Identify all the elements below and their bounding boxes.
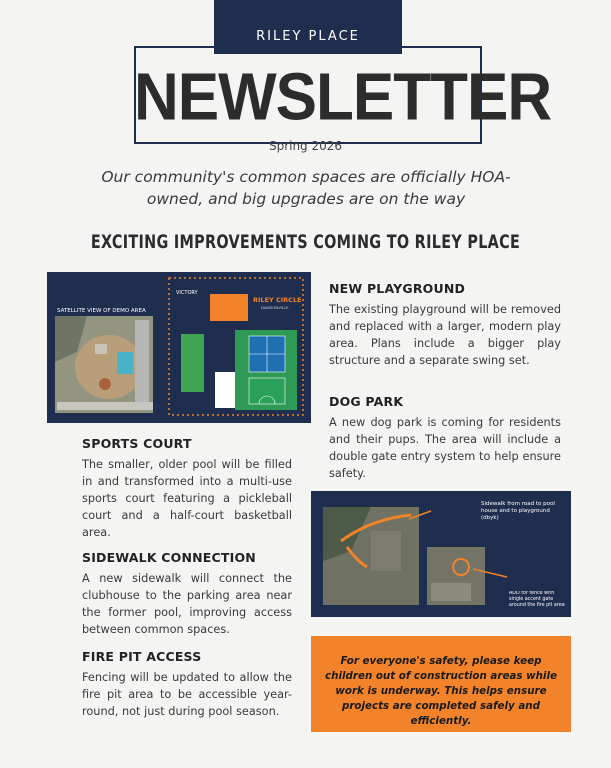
demo-area-map: [47, 272, 311, 423]
map1-town: DAWSONVILLE: [261, 305, 289, 310]
section-heading: EXCITING IMPROVEMENTS COMING TO RILEY PLACE: [90, 230, 521, 253]
playground-text: The existing playground will be removed and replaced with a larger, modern play area. Plans include a bigger play structure and a separate swing set.: [329, 303, 561, 367]
dog-park-text: A new dog park is coming for residents and their pups. The area will include a double gate entry system to help ensure safety.: [329, 416, 561, 480]
community-name: RILEY PLACE: [256, 29, 360, 44]
sports-court-section: [82, 436, 292, 541]
sidewalk-section: [82, 550, 292, 638]
safety-notice-text: For everyone's safety, please keep children out of construction areas while work is underway. This helps ensure projects are completed safely and efficiently.: [325, 655, 557, 727]
map1-place: RILEY CIRCLE: [253, 296, 302, 304]
map1-logo: VICTORY: [176, 290, 198, 296]
safety-notice: [311, 636, 571, 732]
newsletter-title: NEWSLETTER: [134, 60, 552, 135]
sidewalk-firepit-map-graphic: [311, 491, 571, 617]
dog-park-heading: DOG PARK: [329, 394, 404, 409]
aerial-photo-left: [323, 507, 419, 605]
fire-pit-section: [82, 649, 292, 720]
fire-pit-text: Fencing will be updated to allow the fire pit area to be accessible year-round, not just during pool season.: [82, 671, 292, 718]
sidewalk-heading: SIDEWALK CONNECTION: [82, 550, 256, 565]
sports-court-zone: [235, 330, 297, 410]
demo-area-map-graphic: [47, 272, 311, 423]
playground-section: [329, 281, 561, 369]
subtitle: Our community's common spaces are officially HOA-owned, and big upgrades are on the way: [101, 168, 511, 208]
fire-pit-heading: FIRE PIT ACCESS: [82, 649, 202, 664]
sports-court-heading: SPORTS COURT: [82, 436, 192, 451]
satellite-photo: [55, 316, 153, 413]
sports-court-text: The smaller, older pool will be filled in and transformed into a multi-use sports court featuring a pickleball court and a half-court basketball area.: [82, 458, 292, 539]
dog-park-zone: [181, 334, 204, 392]
callout-bottom: ADD for fence with single accent gate around the fire pit area: [509, 591, 565, 608]
aerial-photo-right: [427, 547, 485, 605]
firepit-zone: [215, 372, 237, 408]
playground-zone: [210, 294, 248, 321]
sidewalk-firepit-map: [311, 491, 571, 617]
sidewalk-text: A new sidewalk will connect the clubhouse to the parking area near the former pool, improving access between common spaces.: [82, 572, 292, 636]
dog-park-section: [329, 394, 561, 482]
season-label: Spring 2026: [268, 139, 343, 153]
playground-heading: NEW PLAYGROUND: [329, 281, 466, 296]
map1-caption: SATELLITE VIEW OF DEMO AREA: [57, 308, 146, 314]
callout-top: Sidewalk from road to pool house and to playground (dbyk): [481, 501, 555, 521]
